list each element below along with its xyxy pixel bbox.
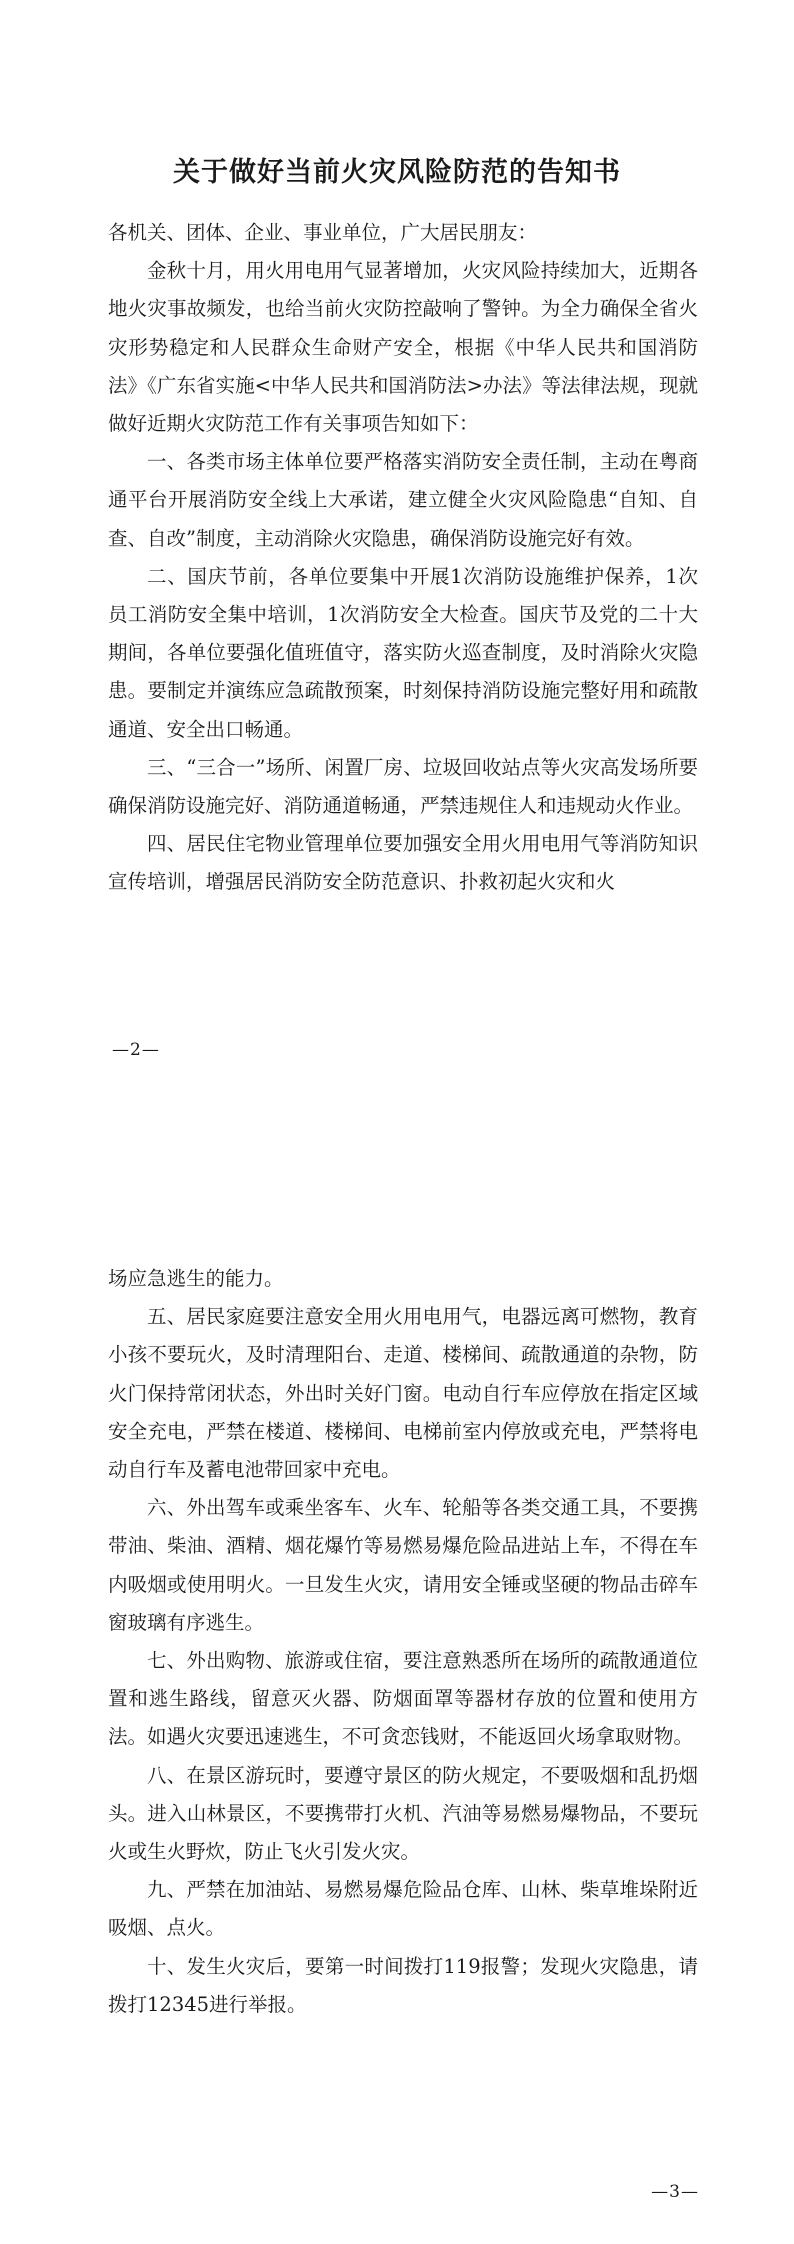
paragraph-item-1: 一、各类市场主体单位要严格落实消防安全责任制，主动在粤商通平台开展消防安全线上大承诺，建立健全火灾风险隐患“自知、自查、自改”制度，主动消除火灾隐患，确保消防设施完好有效。 [108, 450, 698, 550]
page-number: —2— [112, 1040, 160, 1060]
page-3-body [108, 1260, 698, 2024]
paragraph-item-9: 九、严禁在加油站、易燃易爆危险品仓库、山林、柴草堆垛附近吸烟、点火。 [108, 1878, 698, 1940]
paragraph-item-7: 七、外出购物、旅游或住宿，要注意熟悉所在场所的疏散通道位置和逃生路线，留意灭火器、防烟面罩等器材存放的位置和使用方法。如遇火灾要迅速逃生，不可贪恋钱财，不能返回火场拿取财物。 [108, 1649, 698, 1749]
document-page-3 [0, 1122, 794, 2244]
paragraph-item-6: 六、外出驾车或乘坐客车、火车、轮船等各类交通工具，不要携带油、柴油、酒精、烟花爆竹等易燃易爆危险品进站上车，不得在车内吸烟或使用明火。一旦发生火灾，请用安全锤或坚硬的物品击碎车窗玻璃有序逃生。 [108, 1496, 698, 1634]
paragraph-item-5: 五、居民家庭要注意安全用火用电用气，电器远离可燃物，教育小孩不要玩火，及时清理阳台、走道、楼梯间、疏散通道的杂物，防火门保持常闭状态，外出时关好门窗。电动自行车应停放在指定区域安全充电，严禁在楼道、楼梯间、电梯前室内停放或充电，严禁将电动自行车及蓄电池带回家中充电。 [108, 1305, 698, 1482]
salutation: 各机关、团体、企业、事业单位，广大居民朋友： [108, 221, 538, 244]
paragraph-item-4-end: 场应急逃生的能力。 [108, 1267, 284, 1290]
paragraph-item-4-start: 四、居民住宅物业管理单位要加强安全用火用电用气等消防知识宣传培训，增强居民消防安全防范意识、扑救初起火灾和火 [108, 832, 698, 894]
paragraph-item-10: 十、发生火灾后，要第一时间拨打119报警；发现火灾隐患，请拨打12345进行举报。 [108, 1954, 698, 2016]
page-2-body [108, 214, 698, 902]
paragraph-item-8: 八、在景区游玩时，要遵守景区的防火规定，不要吸烟和乱扔烟头。进入山林景区，不要携带打火机、汽油等易燃易爆物品，不要玩火或生火野炊，防止飞火引发火灾。 [108, 1763, 698, 1864]
page-number: —3— [651, 2182, 699, 2202]
paragraph-item-2: 二、国庆节前，各单位要集中开展1次消防设施维护保养，1次员工消防安全集中培训，1次消防安全大检查。国庆节及党的二十大期间，各单位要强化值班值守，落实防火巡查制度，及时消除火灾隐患。要制定并演练应急疏散预案，时刻保持消防设施完整好用和疏散通道、安全出口畅通。 [108, 564, 698, 741]
paragraph-item-3: 三、“三合一”场所、闲置厂房、垃圾回收站点等火灾高发场所要确保消防设施完好、消防通道畅通，严禁违规住人和违规动火作业。 [108, 755, 698, 818]
document-title: 关于做好当前火灾风险防范的告知书 [173, 157, 621, 188]
paragraph-intro: 金秋十月，用火用电用气显著增加，火灾风险持续加大，近期各地火灾事故频发，也给当前火灾防控敲响了警钟。为全力确保全省火灾形势稳定和人民群众生命财产安全，根据《中华人民共和国消防法》《广东省实施<中华人民共和国消防法>办法》等法律法规，现就做好近期火灾防范工作有关事项告知如下： [108, 259, 698, 436]
